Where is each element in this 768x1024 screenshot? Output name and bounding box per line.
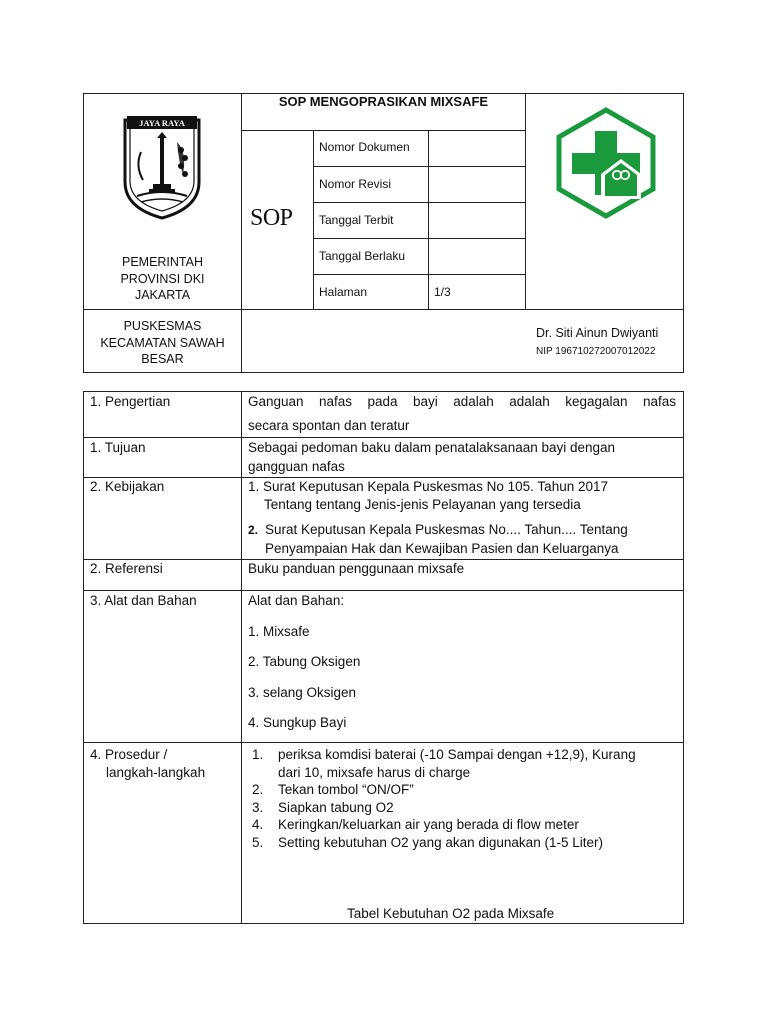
gov-line: PEMERINTAH bbox=[121, 255, 204, 269]
prosedur-step bbox=[252, 781, 682, 799]
header-divider bbox=[313, 166, 525, 167]
kebijakan-item-line: Tentang tentang Jenis-jenis Pelayanan yang tersedia bbox=[264, 497, 581, 512]
step-text-line: Siapkan tabung O2 bbox=[278, 799, 394, 815]
meta-label-nomor-revisi: Nomor Revisi bbox=[319, 177, 392, 191]
row-label-kebijakan: 2. Kebijakan bbox=[90, 479, 165, 494]
meta-label-tanggal-terbit: Tanggal Terbit bbox=[319, 213, 394, 227]
puskesmas-line: KECAMATAN SAWAH bbox=[100, 335, 225, 350]
body-divider bbox=[83, 559, 684, 560]
gov-line: JAKARTA bbox=[134, 288, 191, 302]
alat-item: 1. Mixsafe bbox=[248, 624, 310, 639]
step-text-line: Setting kebutuhan O2 yang akan digunakan (1-5 Liter) bbox=[278, 834, 603, 850]
prosedur-step bbox=[252, 746, 682, 781]
header-divider bbox=[241, 130, 525, 131]
sop-label: SOP bbox=[250, 205, 293, 231]
header-divider bbox=[83, 309, 684, 310]
kebijakan-item-line: Surat Keputusan Kepala Puskesmas No.... Tahun.... Tentang bbox=[265, 522, 628, 537]
row-label-prosedur bbox=[90, 746, 205, 781]
puskesmas-line: BESAR bbox=[141, 352, 184, 366]
row-label-tujuan: 1. Tujuan bbox=[90, 440, 146, 455]
puskesmas-label bbox=[84, 318, 241, 368]
row-label-alat: 3. Alat dan Bahan bbox=[90, 593, 197, 608]
header-divider bbox=[313, 130, 314, 309]
jakarta-crest-logo bbox=[121, 112, 203, 220]
step-text-line: Keringkan/keluarkan air yang berada di flow meter bbox=[278, 817, 579, 832]
puskesmas-line: PUSKESMAS bbox=[123, 319, 202, 333]
meta-value-halaman: 1/3 bbox=[434, 285, 451, 299]
prosedur-step bbox=[252, 799, 682, 817]
step-text-line: periksa komdisi baterai (-10 Sampai dengan +12,9), Kurang bbox=[278, 747, 636, 762]
alat-item: 4. Sungkup Bayi bbox=[248, 715, 347, 730]
pengertian-text-line: secara spontan dan teratur bbox=[248, 418, 410, 433]
puskesmas-logo bbox=[555, 107, 657, 219]
meta-label-nomor-dokumen: Nomor Dokumen bbox=[319, 140, 410, 154]
tujuan-text-line: Sebagai pedoman baku dalam penatalaksanaan bayi dengan bbox=[248, 440, 616, 455]
gov-line: PROVINSI DKI bbox=[120, 271, 205, 286]
signer-nip: NIP 196710272007012022 bbox=[536, 346, 656, 357]
pengertian-text-line: Ganguan nafas pada bayi adalah adalah kegagalan nafas bbox=[248, 394, 676, 409]
tujuan-text-line: gangguan nafas bbox=[248, 459, 345, 474]
table-caption: Tabel Kebutuhan O2 pada Mixsafe bbox=[347, 906, 555, 921]
body-divider bbox=[83, 742, 684, 743]
referensi-text: Buku panduan penggunaan mixsafe bbox=[248, 561, 465, 576]
prosedur-steps bbox=[242, 746, 682, 851]
step-number: 1. bbox=[252, 747, 264, 762]
prosedur-label-line: 4. Prosedur / bbox=[90, 747, 168, 762]
meta-label-halaman: Halaman bbox=[319, 285, 368, 299]
step-text-line: Tekan tombol “ON/OF” bbox=[278, 782, 414, 797]
body-divider bbox=[83, 437, 684, 438]
header-divider bbox=[313, 238, 525, 239]
header-divider bbox=[313, 202, 525, 203]
alat-item: 3. selang Oksigen bbox=[248, 685, 357, 700]
meta-label-tanggal-berlaku: Tanggal Berlaku bbox=[319, 249, 406, 263]
alat-heading: Alat dan Bahan: bbox=[248, 593, 345, 608]
body-divider bbox=[83, 477, 684, 478]
step-text-line: dari 10, mixsafe harus di charge bbox=[278, 764, 471, 780]
kebijakan-item-number: 2. bbox=[248, 523, 259, 537]
crest-banner-text: JAYA RAYA bbox=[139, 118, 185, 128]
step-number: 5. bbox=[252, 834, 264, 850]
body-divider bbox=[83, 590, 684, 591]
alat-item: 2. Tabung Oksigen bbox=[248, 654, 361, 669]
row-label-referensi: 2. Referensi bbox=[90, 561, 163, 576]
header-divider bbox=[241, 93, 242, 373]
step-number: 3. bbox=[252, 799, 264, 815]
row-label-pengertian: 1. Pengertian bbox=[90, 394, 171, 409]
header-divider bbox=[525, 93, 526, 309]
step-number: 2. bbox=[252, 782, 264, 797]
prosedur-label-line: langkah-langkah bbox=[106, 764, 206, 780]
prosedur-step bbox=[252, 816, 682, 834]
header-divider bbox=[428, 130, 429, 309]
prosedur-step bbox=[252, 834, 682, 852]
gov-label bbox=[84, 254, 241, 304]
header-divider bbox=[313, 274, 525, 275]
signer-name: Dr. Siti Ainun Dwiyanti bbox=[536, 326, 659, 340]
step-number: 4. bbox=[252, 817, 264, 832]
kebijakan-item-line: Penyampaian Hak dan Kewajiban Pasien dan Keluarganya bbox=[265, 541, 619, 556]
kebijakan-item-line: 1. Surat Keputusan Kepala Puskesmas No 105. Tahun 2017 bbox=[248, 479, 608, 494]
page-title: SOP MENGOPRASIKAN MIXSAFE bbox=[278, 94, 489, 109]
